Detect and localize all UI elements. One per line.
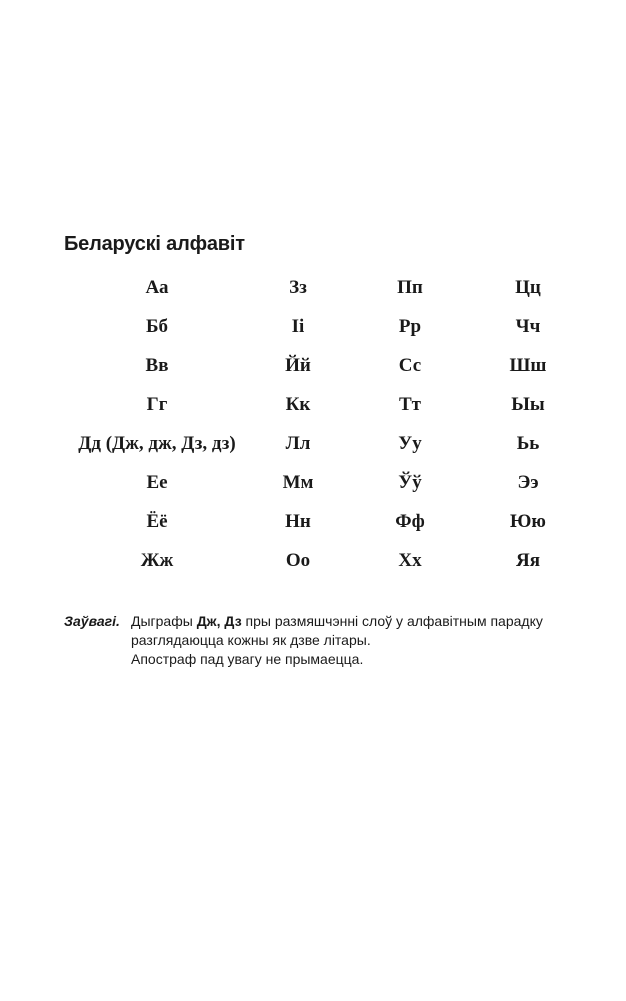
note-label: Заўвагі. xyxy=(64,613,120,629)
alphabet-letter: Аа xyxy=(145,277,169,298)
alphabet-letter: Уу xyxy=(398,433,422,454)
alphabet-letter: Тт xyxy=(398,394,422,415)
alphabet-letter: Чч xyxy=(515,316,541,337)
note-line-3: Апостраф пад увагу не прымаецца. xyxy=(131,651,364,667)
alphabet-letter: Пп xyxy=(397,277,423,298)
alphabet-letter: Цц xyxy=(515,277,541,298)
note-line-1 xyxy=(131,612,571,631)
alphabet-letter: Ўў xyxy=(398,472,422,493)
alphabet-letter: Жж xyxy=(140,550,174,571)
alphabet-letter: Вв xyxy=(145,355,169,376)
alphabet-letter: Гг xyxy=(146,394,168,415)
alphabet-letter: Іі xyxy=(291,316,305,337)
alphabet-letter: Юю xyxy=(510,511,546,532)
page-title: Беларускі алфавіт xyxy=(64,233,245,255)
alphabet-letter: Нн xyxy=(285,511,311,532)
note-body xyxy=(131,612,571,669)
note-line-1-suffix: пры размяшчэнні слоў у алфавітным парадку xyxy=(241,613,543,629)
alphabet-letter: Ёё xyxy=(146,511,168,532)
alphabet-letter: Рр xyxy=(398,316,422,337)
alphabet-letter: Ыы xyxy=(511,394,545,415)
alphabet-letter: Сс xyxy=(398,355,422,376)
alphabet-letter: Яя xyxy=(515,550,541,571)
alphabet-letter: Дд (Дж, дж, Дз, дз) xyxy=(78,433,236,454)
alphabet-letter: Бб xyxy=(145,316,169,337)
alphabet-letter: Мм xyxy=(282,472,314,493)
alphabet-letter: Ее xyxy=(146,472,168,493)
alphabet-letter: Кк xyxy=(285,394,311,415)
note-line-1-prefix: Дыграфы xyxy=(131,613,197,629)
alphabet-letter: Ээ xyxy=(517,472,539,493)
alphabet-letter: Зз xyxy=(289,277,307,298)
alphabet-letter: Шш xyxy=(509,355,547,376)
alphabet-table xyxy=(64,276,564,588)
note-line-2: разглядаюцца кожны як дзве літары. xyxy=(131,632,371,648)
alphabet-letter: Йй xyxy=(285,355,311,376)
alphabet-letter: Фф xyxy=(395,511,425,532)
alphabet-letter: Лл xyxy=(285,433,311,454)
alphabet-letter: Оо xyxy=(285,550,311,571)
note-digraphs: Дж, Дз xyxy=(196,613,242,629)
alphabet-letter: Хх xyxy=(398,550,422,571)
alphabet-letter: Ьь xyxy=(516,433,540,454)
